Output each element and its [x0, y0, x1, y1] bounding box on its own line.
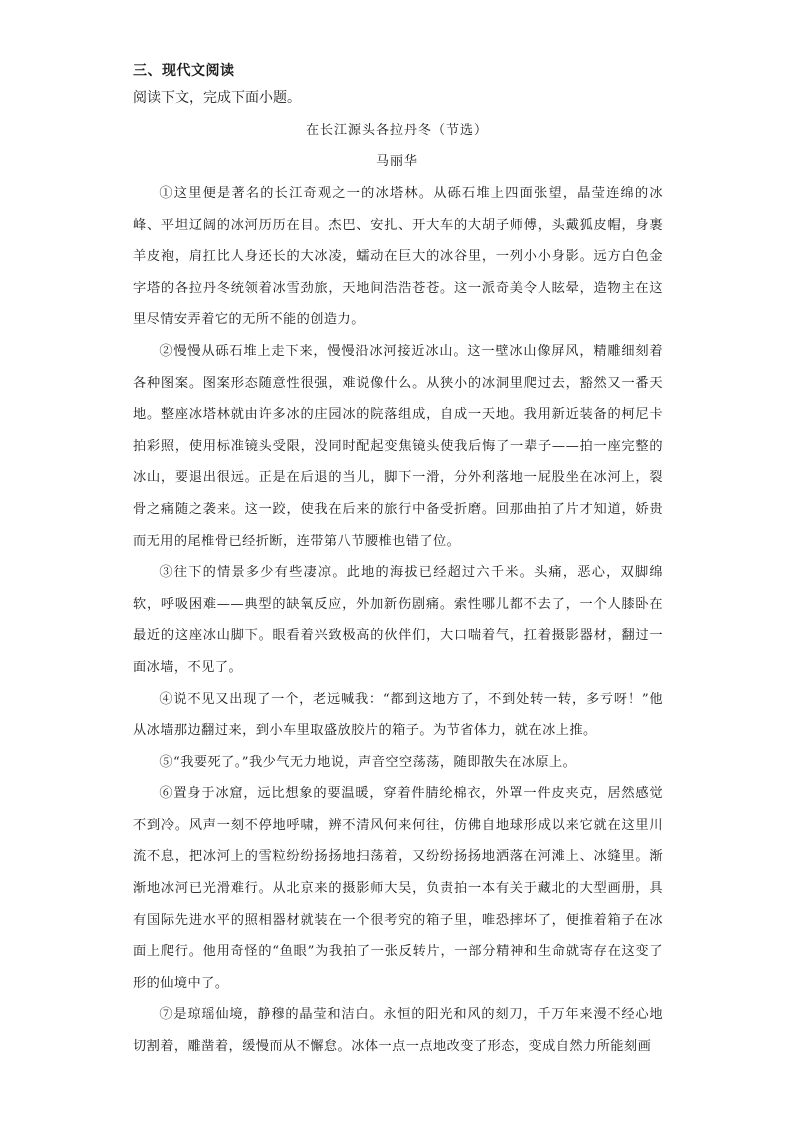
paragraph-6: ⑥置身于冰窟，远比想象的要温暖，穿着件腈纶棉衣，外罩一件皮夹克，居然感觉不到冷。风声一刻不停地呼啸，辨不清风何来何往，仿佛自地球形成以来它就在这里川流不息，把冰河上的雪粒纷纷扬扬地扫荡着，又纷纷扬扬地洒落在河滩上、冰缝里。渐渐地冰河已光滑难行。从北京来的摄影师大吴，负责拍一本有关于藏北的大型画册，具有国际先进水平的照相器材就装在一个很考究的箱子里，唯恐摔坏了，便推着箱子在冰面上爬行。他用奇怪的“鱼眼”为我拍了一张反转片，一部分精神和生命就寄存在这变了形的仙境中了。 [133, 786, 663, 991]
article-title: 在长江源头各拉丹冬（节选） [305, 123, 488, 138]
paragraph-4: ④说不见又出现了一个，老远喊我：“都到这地方了，不到处转一转，多亏呀！”他从冰墙那边翻过来，到小车里取盛放胶片的箱子。为节省体力，就在冰上推。 [133, 691, 663, 739]
paragraph-7: ⑦是琼瑶仙境，静穆的晶莹和洁白。永恒的阳光和风的刻刀，千万年来漫不经心地切割着，雕凿着，缓慢而从不懈怠。冰体一点一点地改变了形态，变成自然力所能刻画 [133, 1007, 663, 1055]
paragraph-5: ⑤“我要死了。”我少气无力地说，声音空空荡荡，随即散失在冰原上。 [159, 754, 577, 770]
article-author: 马丽华 [375, 154, 418, 169]
reading-instruction: 阅读下文，完成下面小题。 [133, 90, 301, 106]
article-body [133, 178, 663, 1063]
paragraph-3: ③往下的情景多少有些凄凉。此地的海拔已经超过六千米。头痛，恶心，双脚绵软，呼吸困难——典型的缺氧反应，外加新伤剧痛。索性哪儿都不去了，一个人膝卧在最近的这座冰山脚下。眼看着兴致极高的伙伴们，大口喘着气，扛着摄影器材，翻过一面冰墙，不见了。 [133, 565, 663, 675]
paragraph-1: ①这里便是著名的长江奇观之一的冰塔林。从砾石堆上四面张望，晶莹连绵的冰峰、平坦辽阔的冰河历历在目。杰巴、安扎、开大车的大胡子师傅，头戴狐皮帽，身裹羊皮袍，肩扛比人身还长的大冰凌，蠕动在巨大的冰谷里，一列小小身影。远方白色金字塔的各拉丹冬统领着冰雪劲旅，天地间浩浩苍苍。这一派奇美令人眩晕，造物主在这里尽情安弄着它的无所不能的创造力。 [133, 186, 663, 328]
section-heading: 三、现代文阅读 [133, 63, 235, 79]
paragraph-2: ②慢慢从砾石堆上走下来，慢慢沿冰河接近冰山。这一壁冰山像屏风，精雕细刻着各种图案。图案形态随意性很强，难说像什么。从狭小的冰洞里爬过去，豁然又一番天地。整座冰塔林就由许多冰的庄园冰的院落组成，自成一天地。我用新近装备的柯尼卡拍彩照，使用标准镜头受限，没同时配起变焦镜头使我后悔了一辈子——拍一座完整的冰山，要退出很远。正是在后退的当儿，脚下一滑，分外利落地一屁股坐在冰河上，裂骨之痛随之袭来。这一跤，使我在后来的旅行中备受折磨。回那曲拍了片才知道，娇贵而无用的尾椎骨已经折断，连带第八节腰椎也错了位。 [133, 343, 663, 549]
